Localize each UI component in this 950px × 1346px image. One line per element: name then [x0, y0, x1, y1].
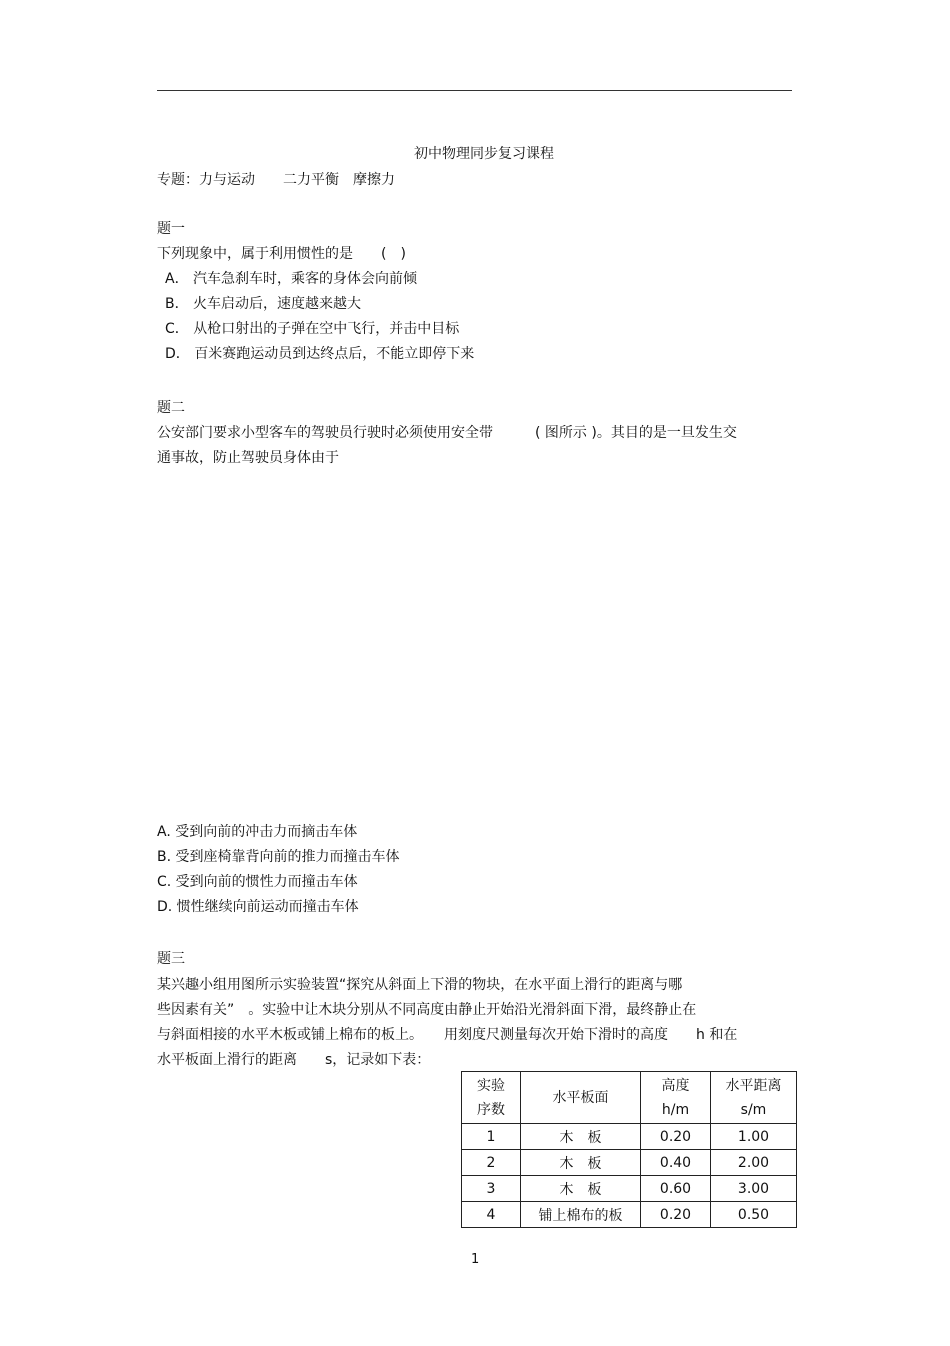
- q3-text-line-2: 些因素有关” 。实验中让木块分别从不同高度由静止开始沿光滑斜面下滑，最终静止在: [157, 1002, 697, 1018]
- table-cell: 0.20: [641, 1202, 711, 1228]
- table-cell: 4: [462, 1202, 521, 1228]
- table-row: [462, 1202, 797, 1228]
- q1-option-c: C． 从枪口射出的子弹在空中飞行，并击中目标: [165, 321, 460, 337]
- header-cell-surface: 水平板面: [521, 1072, 641, 1124]
- page-number: 1: [471, 1252, 480, 1267]
- q2-heading: 题二: [157, 400, 185, 416]
- q2-option-c: C. 受到向前的惯性力而撞击车体: [157, 874, 358, 890]
- page-title: 初中物理同步复习课程: [414, 146, 554, 162]
- topic-line: 专题：力与运动 二力平衡 摩擦力: [157, 172, 395, 188]
- table-cell: 0.20: [641, 1124, 711, 1150]
- q1-heading: 题一: [157, 221, 185, 237]
- header-cell-trial: 实验 序数: [462, 1072, 521, 1124]
- table-cell: 铺上棉布的板: [521, 1202, 641, 1228]
- q3-text-line-3: 与斜面相接的水平木板或铺上棉布的板上。 用刻度尺测量每次开始下滑时的高度 h 和在: [157, 1027, 738, 1043]
- q1-option-a: A． 汽车急刹车时，乘客的身体会向前倾: [165, 271, 418, 287]
- table-header-row: [462, 1072, 797, 1124]
- table-cell: 木 板: [521, 1124, 641, 1150]
- q2-option-d: D. 惯性继续向前运动而撞击车体: [157, 899, 359, 915]
- table-cell: 3: [462, 1176, 521, 1202]
- q2-option-a: A. 受到向前的冲击力而摘击车体: [157, 824, 358, 840]
- q2-stem-line-1: 公安部门要求小型客车的驾驶员行驶时必须使用安全带 ( 图所示 )。其目的是一旦发生交: [157, 425, 737, 441]
- q2-option-b: B. 受到座椅靠背向前的推力而撞击车体: [157, 849, 400, 865]
- header-cell-distance: 水平距离 s/m: [711, 1072, 797, 1124]
- q3-text-line-4: 水平板面上滑行的距离 s，记录如下表：: [157, 1052, 431, 1068]
- q3-heading: 题三: [157, 951, 185, 967]
- header-rule: [157, 90, 792, 91]
- experiment-table: [461, 1071, 797, 1228]
- q1-option-b: B． 火车启动后，速度越来越大: [165, 296, 362, 312]
- q1-option-d: D． 百米赛跑运动员到达终点后，不能立即停下来: [165, 346, 475, 362]
- table-row: [462, 1150, 797, 1176]
- table-cell: 木 板: [521, 1150, 641, 1176]
- table-cell: 3.00: [711, 1176, 797, 1202]
- q2-stem-line-2: 通事故，防止驾驶员身体由于: [157, 450, 339, 466]
- table-row: [462, 1124, 797, 1150]
- table-row: [462, 1176, 797, 1202]
- table-cell: 0.50: [711, 1202, 797, 1228]
- q2-figure-area: [157, 480, 792, 810]
- table-cell: 木 板: [521, 1176, 641, 1202]
- header-cell-height: 高度 h/m: [641, 1072, 711, 1124]
- table-cell: 1.00: [711, 1124, 797, 1150]
- table-cell: 2: [462, 1150, 521, 1176]
- table-cell: 0.40: [641, 1150, 711, 1176]
- table-cell: 1: [462, 1124, 521, 1150]
- table-cell: 0.60: [641, 1176, 711, 1202]
- q3-text-line-1: 某兴趣小组用图所示实验装置“探究从斜面上下滑的物块，在水平面上滑行的距离与哪: [157, 977, 683, 993]
- table-cell: 2.00: [711, 1150, 797, 1176]
- q1-stem: 下列现象中，属于利用惯性的是 ( ): [157, 246, 406, 262]
